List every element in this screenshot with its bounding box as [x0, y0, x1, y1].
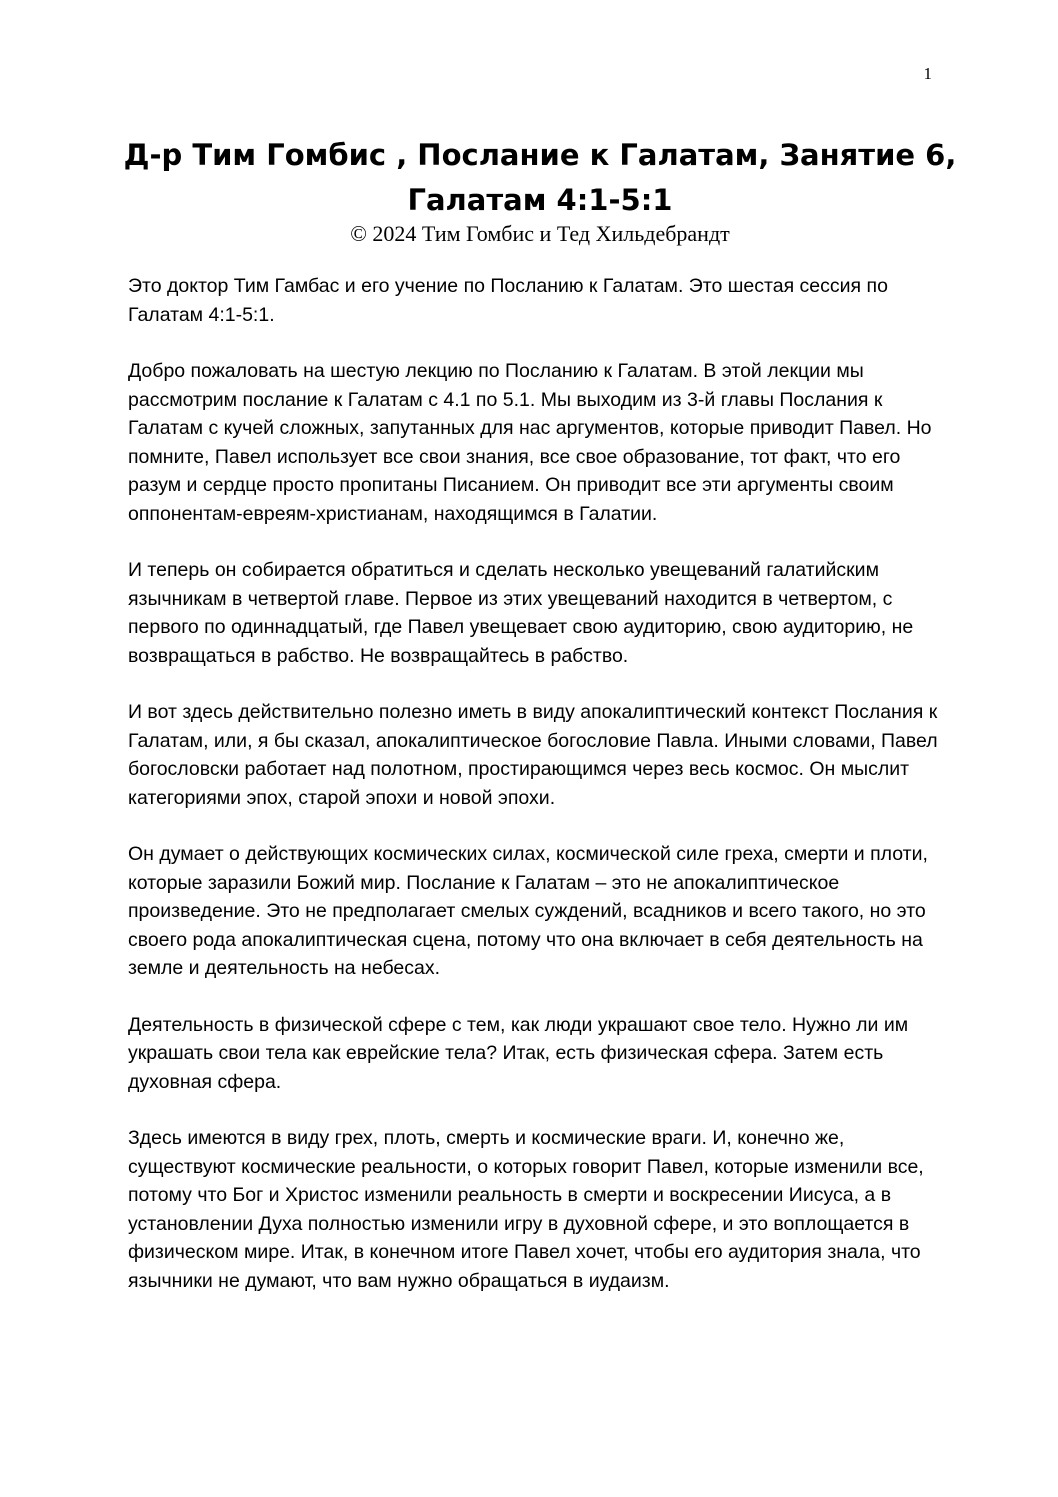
paragraph: И вот здесь действительно полезно иметь в виду апокалиптический контекст Послания к Галатам, или, я бы сказал, апокалиптическое богословие Павла. Иными словами, Павел богословски работает над полотном, простирающимся через весь космос. Он мыслит категориями эпох, старой эпохи и новой эпохи. [128, 701, 938, 809]
paragraph: Он думает о действующих космических силах, космической силе греха, смерти и плоти, которые заразили Божий мир. Послание к Галатам – это не апокалиптическое произведение. Это не предполагает смелых суждений, всадников и всего такого, но это своего рода апокалиптическая сцена, потому что она включает в себя деятельность на земле и деятельность на небесах. [128, 843, 928, 979]
document-body [128, 272, 940, 1323]
paragraph: Это доктор Тим Гамбас и его учение по Посланию к Галатам. Это шестая сессия по Галатам 4:1-5:1. [128, 275, 888, 326]
paragraph: Добро пожаловать на шестую лекцию по Посланию к Галатам. В этой лекции мы рассмотрим послание к Галатам с 4.1 по 5.1. Мы выходим из 3-й главы Послания к Галатам с кучей сложных, запутанных для нас аргументов, которые приводит Павел. Но помните, Павел использует все свои знания, все свое образование, тот факт, что его разум и сердце просто пропитаны Писанием. Он приводит все эти аргументы своим оппонентам-евреям-христианам, находящимся в Галатии. [128, 360, 932, 525]
paragraph: Деятельность в физической сфере с тем, как люди украшают свое тело. Нужно ли им украшать свои тела как еврейские тела? Итак, есть физическая сфера. Затем есть духовная сфера. [128, 1013, 909, 1093]
document-title: Д-р Тим Гомбис , Послание к Галатам, Занятие 6, Галатам 4:1-5:1 [123, 138, 957, 217]
page-number: 1 [923, 64, 932, 83]
paragraph: И теперь он собирается обратиться и сделать несколько увещеваний галатийским язычникам в четвертой главе. Первое из этих увещеваний находится в четвертом, с первого по одиннадцатый, где Павел увещевает свою аудиторию, свою аудиторию, не возвращаться в рабство. Не возвращайтесь в рабство. [128, 559, 914, 667]
copyright-line: © 2024 Тим Гомбис и Тед Хильдебрандт [350, 221, 730, 246]
paragraph: Здесь имеются в виду грех, плоть, смерть и космические враги. И, конечно же, существуют космические реальности, о которых говорит Павел, которые изменили все, потому что Бог и Христос изменили реальность в смерти и воскресении Иисуса, а в установлении Духа полностью изменили игру в духовной сфере, и это воплощается в физическом мире. Итак, в конечном итоге Павел хочет, чтобы его аудитория знала, что язычники не думают, что вам нужно обращаться в иудаизм. [128, 1127, 924, 1292]
